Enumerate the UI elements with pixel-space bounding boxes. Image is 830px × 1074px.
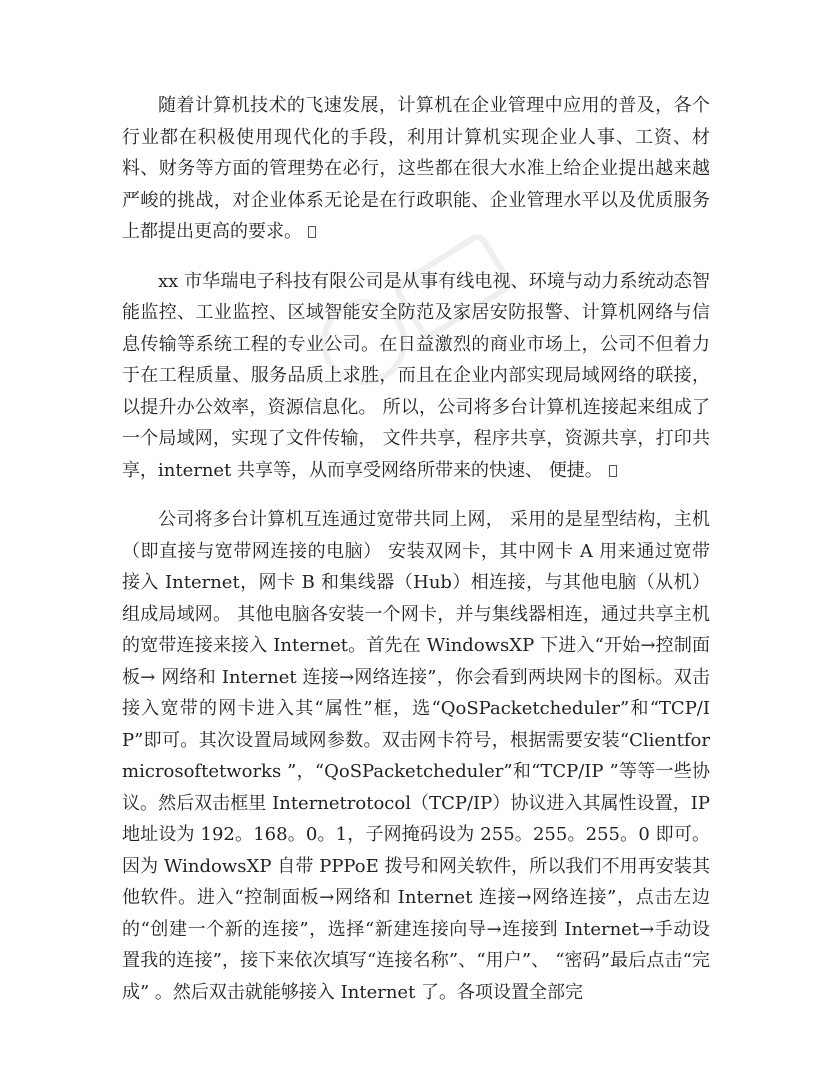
document-body [122, 90, 710, 1026]
paragraph-network-setup-text: 公司将多台计算机互连通过宽带共同上网， 采用的是星型结构，主机（即直接与宽带网连接的电脑） 安装双网卡，其中网卡 A 用来通过宽带接入 Internet，网卡 B 和集线器（Hub）相连接，与其他电脑（从机）组成局域网。 其他电脑各安装一个网卡，并与集线器相连，通过共享主机的宽带连接来接入 Internet。首先在 WindowsXP 下进入“开始→控制面板→ 网络和 Internet 连接→网络连接”，你会看到两块网卡的图标。双击接入宽带的网卡进入其“属性”框，选“QoSPacketcheduler”和“TCP/IP”即可。其次设置局域网参数。双击网卡符号，根据需要安装“Clientformicrosoftetworks ”，“QoSPacketcheduler”和“TCP/IP ”等等一些协议。然后双击框里 Internetrotocol（TCP/IP）协议进入其属性设置，IP 地址设为 192。168。0。1，子网掩码设为 255。255。255。0 即可。因为 WindowsXP 自带 PPPoE 拨号和网关软件，所以我们不用再安装其他软件。进入“控制面板→网络和 Internet 连接→网络连接”，点击左边的“创建一个新的连接”，选择“新建连接向导→连接到 Internet→手动设置我的连接”，接下来依次填写“连接名称”、“用户”、 “密码”最后点击“完成” 。然后双击就能够接入 Internet 了。各项设置全部完 [122, 509, 710, 1003]
paragraph-intro-text: 随着计算机技术的飞速发展，计算机在企业管理中应用的普及，各个行业都在积极使用现代化的手段，利用计算机实现企业人事、工资、材料、财务等方面的管理势在必行，这些都在很大水准上给企业提出越来越严峻的挑战，对企业体系无论是在行政职能、企业管理水平以及优质服务上都提出更高的要求。 [122, 95, 710, 242]
paragraph-company-text: xx 市华瑞电子科技有限公司是从事有线电视、环境与动力系统动态智能监控、工业监控、区域智能安全防范及家居安防报警、计算机网络与信息传输等系统工程的专业公司。在日益激烈的商业市场上，公司不但着力于在工程质量、服务品质上求胜，而且在企业内部实现局域网络的联接，以提升办公效率，资源信息化。 所以，公司将多台计算机连接起来组成了一个局域网，实现了文件传输， 文件共享，程序共享，资源共享，打印共享，internet 共享等，从而享受网络所带来的快速、 便捷。 [122, 270, 710, 481]
paragraph-mark-icon [609, 465, 617, 477]
paragraph-intro [122, 90, 710, 248]
paragraph-network-setup [122, 504, 710, 1008]
paragraph-company [122, 266, 710, 487]
paragraph-mark-icon [308, 226, 316, 238]
